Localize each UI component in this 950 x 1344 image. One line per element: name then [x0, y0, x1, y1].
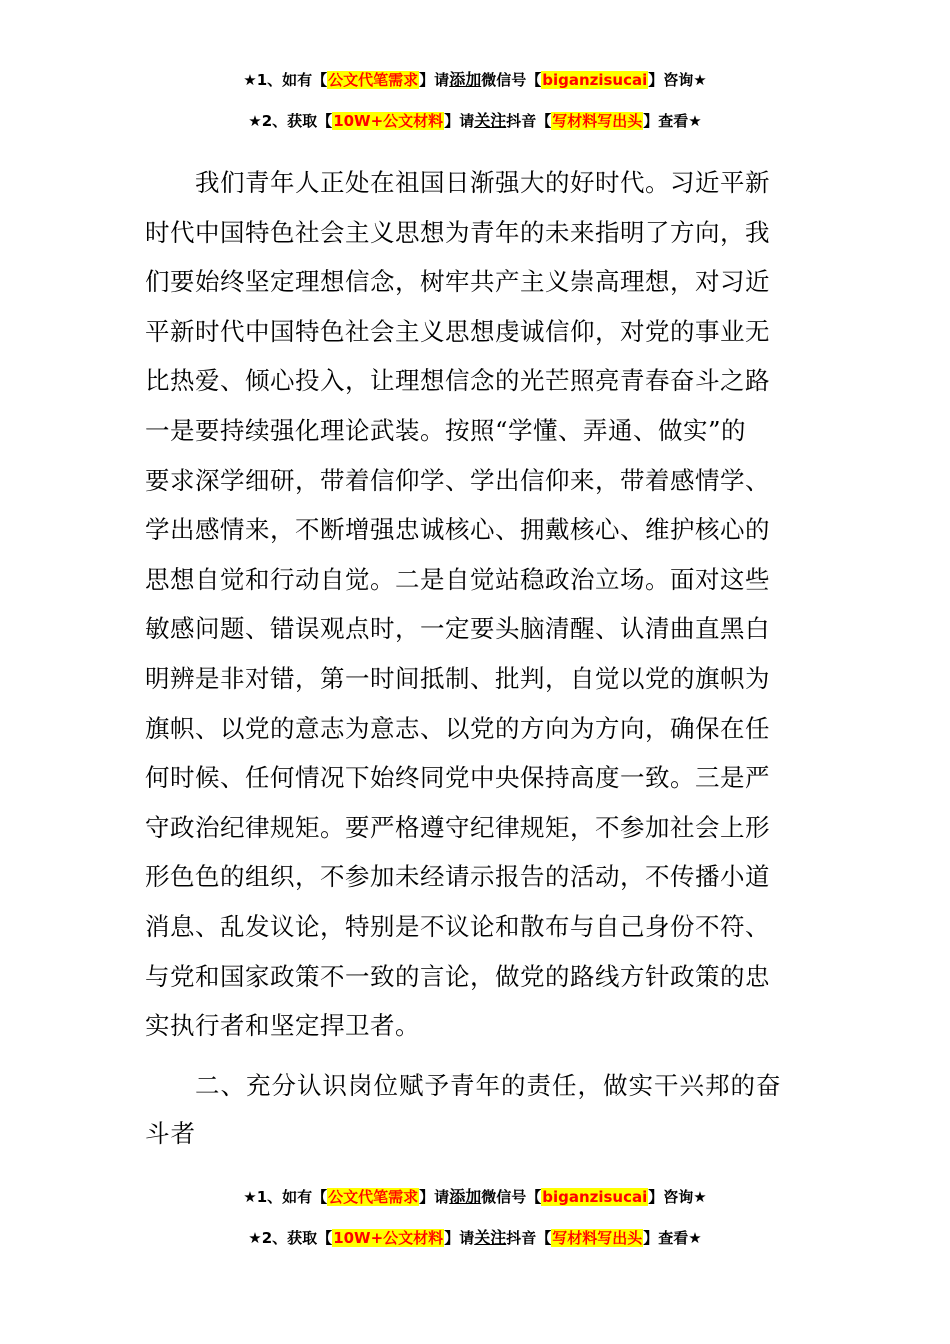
promo-wechat-id: biganzisucai: [542, 1188, 648, 1206]
promo-middle-2: 微信号【: [481, 71, 542, 89]
promo-suffix: 】咨询★: [648, 71, 707, 89]
section-heading: [145, 1062, 810, 1158]
body-line: 形色色的组织，不参加未经请示报告的活动，不传播小道: [145, 862, 770, 892]
document-body: [145, 158, 805, 1051]
promo-line-1-top: [0, 69, 950, 91]
body-line: 要求深学细研，带着信仰学、学出信仰来，带着感情学、: [145, 465, 770, 495]
body-line: 一是要持续强化理论武装。按照“学懂、弄通、做实”的: [145, 415, 747, 445]
heading-line-2: 斗者: [145, 1119, 196, 1148]
body-line: 消息、乱发议论，特别是不议论和散布与自己身份不符、: [145, 911, 770, 941]
promo-suffix: 】查看★: [643, 1229, 702, 1247]
body-line: 明辨是非对错，第一时间抵制、批判，自觉以党的旗帜为: [145, 663, 770, 693]
promo-middle-2: 抖音【: [506, 112, 552, 130]
body-line: 比热爱、倾心投入，让理想信念的光芒照亮青春奋斗之路: [145, 366, 770, 396]
body-line: 实执行者和坚定捍卫者。: [145, 1011, 420, 1041]
promo-suffix: 】查看★: [643, 112, 702, 130]
promo-line-2-top: [0, 110, 950, 132]
promo-link-follow[interactable]: 关注: [474, 111, 507, 130]
body-line: 我们青年人正处在祖国日渐强大的好时代。习近平新: [195, 168, 770, 197]
promo-link-add[interactable]: 添加: [449, 1187, 482, 1206]
body-line: 与党和国家政策不一致的言论，做党的路线方针政策的忠: [145, 961, 770, 991]
promo-middle: 】请: [444, 1229, 475, 1247]
promo-douyin-id: 写材料写出头: [552, 112, 643, 130]
promo-highlight: 10W+公文材料: [333, 1229, 444, 1247]
promo-wechat-id: biganzisucai: [542, 71, 648, 89]
body-line: 守政治纪律规矩。要严格遵守纪律规矩，不参加社会上形: [145, 812, 770, 842]
promo-middle-2: 微信号【: [481, 1188, 542, 1206]
heading-line-1: 二、充分认识岗位赋予青年的责任，做实干兴邦的奋: [195, 1071, 782, 1100]
promo-middle: 】请: [419, 1188, 450, 1206]
promo-highlight: 公文代笔需求: [328, 71, 419, 89]
promo-suffix: 】咨询★: [648, 1188, 707, 1206]
promo-prefix: ★1、如有【: [243, 71, 328, 89]
body-line: 平新时代中国特色社会主义思想虔诚信仰，对党的事业无: [145, 316, 770, 346]
promo-middle-2: 抖音【: [506, 1229, 552, 1247]
promo-highlight: 公文代笔需求: [328, 1188, 419, 1206]
body-line: 思想自觉和行动自觉。二是自觉站稳政治立场。面对这些: [145, 564, 770, 594]
promo-line-2-bottom: [0, 1227, 950, 1249]
body-line: 学出感情来，不断增强忠诚核心、拥戴核心、维护核心的: [145, 515, 770, 545]
promo-highlight: 10W+公文材料: [333, 112, 444, 130]
promo-prefix: ★1、如有【: [243, 1188, 328, 1206]
promo-prefix: ★2、获取【: [248, 112, 333, 130]
promo-middle: 】请: [444, 112, 475, 130]
promo-douyin-id: 写材料写出头: [552, 1229, 643, 1247]
body-line: 敏感问题、错误观点时，一定要头脑清醒、认清曲直黑白: [145, 614, 770, 644]
promo-link-add[interactable]: 添加: [449, 70, 482, 89]
body-line: 们要始终坚定理想信念，树牢共产主义崇高理想，对习近: [145, 267, 770, 297]
promo-prefix: ★2、获取【: [248, 1229, 333, 1247]
body-line: 时代中国特色社会主义思想为青年的未来指明了方向，我: [145, 217, 770, 247]
promo-link-follow[interactable]: 关注: [474, 1228, 507, 1247]
promo-middle: 】请: [419, 71, 450, 89]
promo-line-1-bottom: [0, 1186, 950, 1208]
body-line: 何时候、任何情况下始终同党中央保持高度一致。三是严: [145, 763, 770, 793]
body-line: 旗帜、以党的意志为意志、以党的方向为方向，确保在任: [145, 713, 770, 743]
